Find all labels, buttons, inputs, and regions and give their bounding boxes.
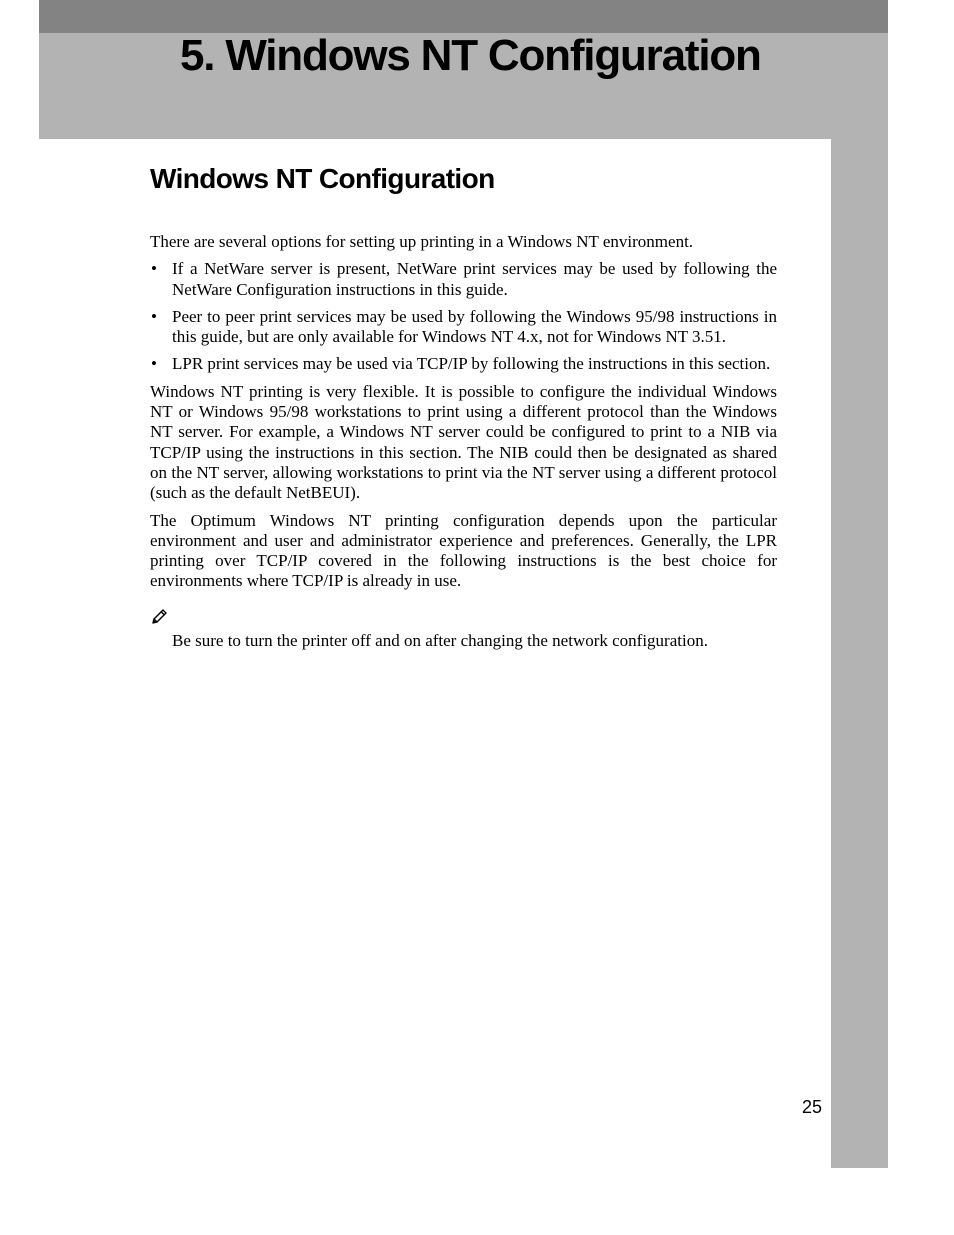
intro-paragraph: There are several options for setting up printing in a Windows NT environment. xyxy=(150,232,694,251)
page-number: 25 xyxy=(801,1097,822,1117)
section-title: Windows NT Configuration xyxy=(150,163,495,194)
list-item-text: If a NetWare server is present, NetWare print services may be used by following the NetWare Configuration instructions in this guide. xyxy=(172,259,777,299)
bullet-icon: • xyxy=(151,354,157,374)
list-item-text: LPR print services may be used via TCP/IP by following the instructions in this section. xyxy=(172,354,771,374)
chapter-title: 5. Windows NT Configuration xyxy=(180,31,761,80)
options-list xyxy=(150,259,777,374)
list-item xyxy=(150,259,777,300)
bullet-icon: • xyxy=(151,306,157,326)
optimum-configuration-paragraph: The Optimum Windows NT printing configuration depends upon the particular environment and user and administrator experience and preferences. Generally, the LPR printing over TCP/IP covered in the following instructions is the best choice for environments where TCP/IP is already in use. xyxy=(150,510,777,591)
bullet-icon: • xyxy=(151,259,157,279)
list-item xyxy=(150,307,777,348)
flexibility-paragraph: Windows NT printing is very flexible. It is possible to configure the individual Windows NT or Windows 95/98 workstations to print using a different protocol than the Windows NT server. For example, a Windows NT server could be configured to print to a NIB via TCP/IP using the instructions in this section. The NIB could then be designated as shared on the NT server, allowing workstations to print via the NT server using a different protocol (such as the default NetBEUI). xyxy=(150,381,777,503)
page-side-band xyxy=(831,139,888,1168)
note-text: Be sure to turn the printer off and on after changing the network configuration. xyxy=(172,630,708,650)
list-item-text: Peer to peer print services may be used by following the Windows 95/98 instructions in this guide, but are only available for Windows NT 4.x, not for Windows NT 3.51. xyxy=(172,306,777,347)
page-content xyxy=(150,158,777,658)
pencil-icon xyxy=(150,608,168,626)
list-item xyxy=(150,354,777,374)
